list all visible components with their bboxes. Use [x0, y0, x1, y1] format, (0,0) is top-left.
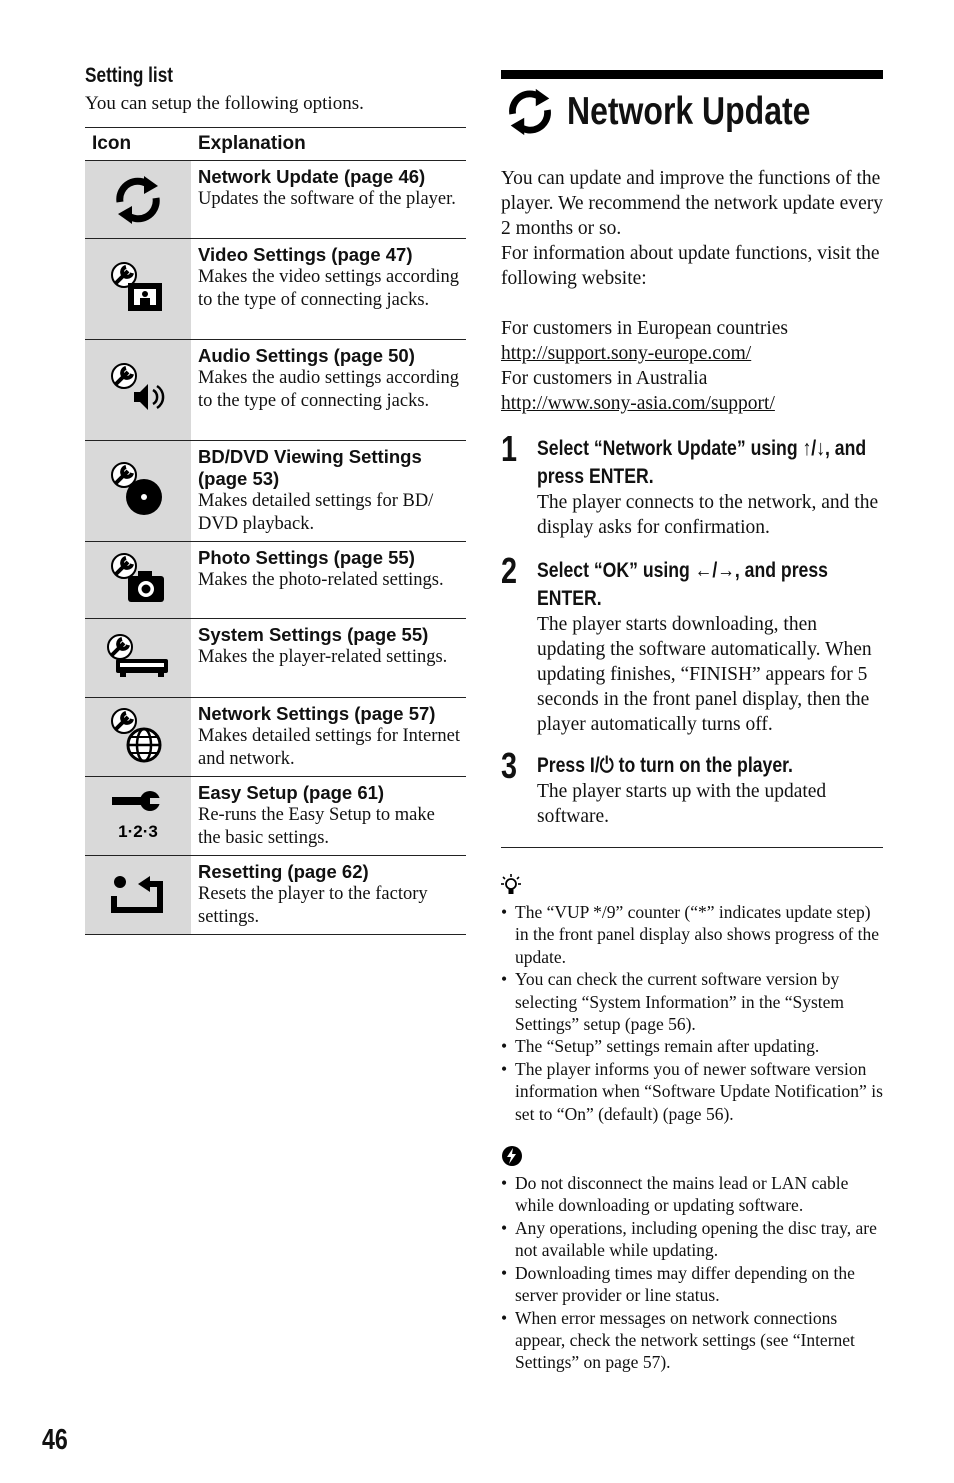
step-body: The player starts up with the updated software. — [537, 781, 827, 827]
table-row — [85, 441, 466, 542]
table-row — [85, 239, 466, 340]
hint-item: • You can check the current software version by selecting “System Information” in the “System Settings” setup (page 56). — [501, 968, 883, 1035]
easy-setup-icon — [108, 789, 168, 843]
notes-block — [501, 1145, 883, 1374]
row-desc: Updates the software of the player. — [198, 189, 456, 209]
step-number: 1 — [501, 428, 518, 469]
row-desc: Makes the video settings according to the type of connecting jacks. — [198, 267, 459, 310]
step-number: 3 — [501, 745, 518, 786]
icon-cell — [85, 161, 191, 239]
table-header-row — [85, 128, 466, 161]
divider — [501, 847, 883, 848]
row-title: Audio Settings (page 50) — [198, 345, 415, 366]
row-title: Video Settings (page 47) — [198, 244, 413, 265]
row-title: Photo Settings (page 55) — [198, 547, 415, 568]
network-update-icon — [110, 172, 166, 228]
step-body: The player starts downloading, then updating the software automatically. When updating finishes, “FINISH” appears for 5 seconds in the front panel display, then the player automatically turns off. — [537, 614, 872, 735]
network-update-section — [501, 70, 883, 1374]
table-row — [85, 619, 466, 698]
step — [501, 550, 883, 737]
resetting-icon — [108, 872, 168, 918]
row-desc: Makes detailed settings for BD/ DVD playback. — [198, 491, 434, 534]
hint-item: • The player informs you of newer software version information when “Software Update Notification” is set to “On” (default) (page 56). — [501, 1058, 883, 1125]
setting-list-section — [85, 62, 466, 935]
row-title: System Settings (page 55) — [198, 624, 429, 645]
bd-dvd-settings-icon — [106, 461, 170, 521]
icon-cell — [85, 619, 191, 698]
col-explanation-header: Explanation — [191, 128, 466, 161]
intro-block — [501, 166, 883, 416]
table-row — [85, 542, 466, 619]
network-update-icon — [501, 85, 559, 139]
icon-cell — [85, 239, 191, 340]
title-row — [501, 82, 883, 142]
icon-cell — [85, 542, 191, 619]
row-desc: Resets the player to the factory settings. — [198, 884, 428, 927]
icon-cell — [85, 856, 191, 935]
row-desc: Makes the audio settings according to the type of connecting jacks. — [198, 368, 459, 411]
table-row — [85, 340, 466, 441]
table-row — [85, 856, 466, 935]
europe-link[interactable]: http://support.sony-europe.com/ — [501, 343, 752, 364]
setting-list-intro: You can setup the following options. — [85, 93, 364, 114]
step — [501, 745, 883, 829]
row-title: Resetting (page 62) — [198, 861, 369, 882]
icon-cell — [85, 777, 191, 856]
hint-item: • The “Setup” settings remain after updating. — [501, 1035, 883, 1057]
hint-item: • The “VUP */9” counter (“*” indicates update step) in the front panel display also shows progress of the update. — [501, 901, 883, 968]
intro-paragraph: You can update and improve the functions of the player. We recommend the network update every 2 months or so. — [501, 168, 883, 239]
australia-link[interactable]: http://www.sony-asia.com/support/ — [501, 393, 775, 414]
hints-list — [501, 901, 883, 1125]
system-settings-icon — [104, 633, 172, 683]
table-row — [85, 161, 466, 239]
row-title: Easy Setup (page 61) — [198, 782, 385, 803]
step-title: Press I/⏻ to turn on the player. — [537, 753, 793, 777]
col-icon-header: Icon — [85, 128, 191, 161]
row-desc: Re-runs the Easy Setup to make the basic settings. — [198, 805, 435, 848]
intro-paragraph: For information about update functions, visit the following website: — [501, 243, 880, 289]
note-item: • Downloading times may differ depending on the server provider or line status. — [501, 1262, 883, 1307]
hint-bulb-icon — [501, 874, 521, 896]
europe-label: For customers in European countries — [501, 318, 789, 339]
page-title: Network Update — [567, 90, 811, 133]
row-desc: Makes the player-related settings. — [198, 647, 448, 667]
icon-cell — [85, 441, 191, 542]
step-title: Select “OK” using ←/→, and press ENTER. — [537, 558, 828, 610]
notes-list — [501, 1172, 883, 1374]
step — [501, 428, 883, 540]
icon-cell — [85, 698, 191, 777]
row-title: Network Update (page 46) — [198, 166, 426, 187]
table-row — [85, 698, 466, 777]
settings-table — [85, 127, 466, 935]
note-item: • Do not disconnect the mains lead or LAN cable while downloading or updating software. — [501, 1172, 883, 1217]
setting-list-heading: Setting list — [85, 64, 174, 87]
table-row — [85, 777, 466, 856]
australia-label: For customers in Australia — [501, 368, 708, 389]
page-number: 46 — [42, 1424, 68, 1456]
step-title: Select “Network Update” using ↑/↓, and press ENTER. — [537, 436, 867, 488]
note-item: • Any operations, including opening the disc tray, are not available while updating. — [501, 1217, 883, 1262]
easy-setup-icon-text: 1·2·3 — [118, 822, 158, 841]
row-title: Network Settings (page 57) — [198, 703, 436, 724]
row-desc: Makes detailed settings for Internet and network. — [198, 726, 460, 769]
step-number: 2 — [501, 550, 518, 591]
audio-settings-icon — [106, 362, 170, 418]
hints-block — [501, 874, 883, 1125]
video-settings-icon — [106, 261, 170, 317]
network-settings-icon — [106, 707, 170, 767]
icon-cell — [85, 340, 191, 441]
note-warning-icon — [501, 1145, 523, 1167]
photo-settings-icon — [106, 552, 170, 608]
row-desc: Makes the photo-related settings. — [198, 570, 444, 590]
title-bar — [501, 70, 883, 79]
step-body: The player connects to the network, and the display asks for confirmation. — [537, 492, 879, 538]
row-title: BD/DVD Viewing Settings (page 53) — [198, 446, 422, 489]
note-item: • When error messages on network connections appear, check the network settings (see “Internet Settings” on page 57). — [501, 1307, 883, 1374]
